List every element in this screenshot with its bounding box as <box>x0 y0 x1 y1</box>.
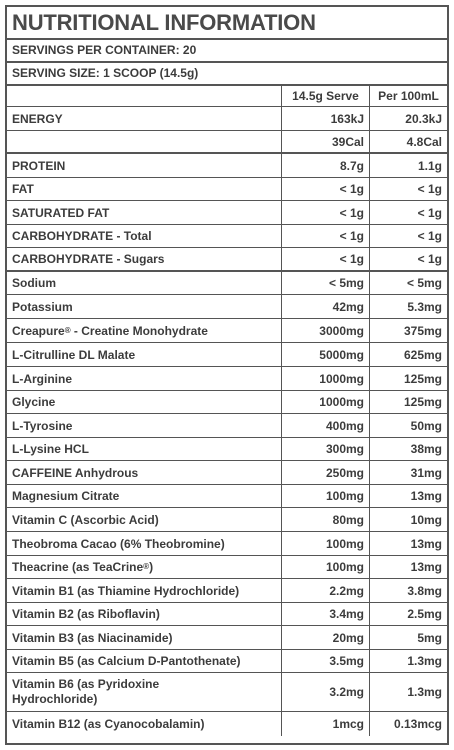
nutrient-name <box>7 272 282 294</box>
nutrient-row <box>7 603 447 626</box>
nutrient-name <box>7 650 282 672</box>
amount-per-100ml: 1.1g <box>417 158 442 173</box>
amount-per-serve: 3.2mg <box>282 673 370 711</box>
amount-per-100ml: 1.3mg <box>407 654 442 668</box>
nutrient-name-text: L-Lysine HCL <box>12 442 89 456</box>
amount-per-serve: 39Cal <box>282 131 370 152</box>
nutrient-name-text: Magnesium Citrate <box>12 489 120 503</box>
serving-size: SERVING SIZE: 1 SCOOP (14.5g) <box>7 63 447 86</box>
nutrient-name <box>7 438 282 460</box>
nutrient-name <box>7 201 282 224</box>
header-per-serve: 14.5g Serve <box>282 86 370 106</box>
nutrient-name <box>7 367 282 390</box>
nutrient-name <box>7 107 282 130</box>
amount-per-100ml: 0.13mcg <box>393 717 442 731</box>
nutrient-name-text: Vitamin B1 (as Thiamine Hydrochloride) <box>12 583 240 598</box>
amount-per-serve: 100mg <box>282 556 370 578</box>
nutrient-name <box>7 603 282 625</box>
column-header-row <box>7 86 447 107</box>
nutrient-name <box>7 131 282 152</box>
nutrient-name-text: PROTEIN <box>12 158 66 173</box>
amount-per-serve: 8.7g <box>282 154 370 177</box>
nutrient-name-text: Creapure <box>12 323 65 338</box>
nutrient-row <box>7 154 447 178</box>
amount-per-serve: < 5mg <box>282 272 370 294</box>
nutrient-name-text: CAFFEINE Anhydrous <box>12 465 139 480</box>
amount-per-serve: 250mg <box>282 461 370 484</box>
nutrient-row <box>7 178 447 201</box>
nutrient-row <box>7 107 447 131</box>
nutrient-row <box>7 650 447 673</box>
nutrient-name-text: Glycine <box>12 395 56 409</box>
nutrient-name-line2: Hydrochloride) <box>12 692 98 706</box>
nutrient-row <box>7 438 447 461</box>
panel-title: NUTRITIONAL INFORMATION <box>7 7 447 40</box>
amount-per-serve: 5000mg <box>282 343 370 366</box>
nutrient-name <box>7 414 282 437</box>
header-per-100ml: Per 100mL <box>378 89 439 103</box>
amount-per-serve: < 1g <box>282 201 370 224</box>
nutrient-row <box>7 367 447 391</box>
nutrient-name-text: Theacrine (as TeaCrine <box>12 560 144 574</box>
amount-per-serve: 1mcg <box>282 712 370 736</box>
amount-per-100ml: 4.8Cal <box>406 134 442 149</box>
nutrient-row <box>7 295 447 319</box>
nutrient-row <box>7 508 447 532</box>
nutrient-name-text: CARBOHYDRATE - Sugars <box>12 252 165 266</box>
amount-per-serve: 3.5mg <box>282 650 370 672</box>
amount-per-serve: < 1g <box>282 225 370 247</box>
amount-per-serve: 2.2mg <box>282 579 370 602</box>
nutrient-row <box>7 556 447 579</box>
nutrient-name: Theacrine (as TeaCrine ® ) <box>7 556 282 578</box>
amount-per-100ml: 13mg <box>410 489 442 503</box>
nutrient-row <box>7 673 447 712</box>
nutrient-row <box>7 319 447 343</box>
nutrient-row <box>7 712 447 736</box>
nutrient-name-text: Vitamin B5 (as Calcium D-Pantothenate) <box>12 654 241 668</box>
nutrient-name <box>7 673 282 711</box>
amount-per-100ml: 20.3kJ <box>405 111 442 126</box>
nutrient-row <box>7 225 447 248</box>
amount-per-100ml: 2.5mg <box>407 607 442 621</box>
nutrient-name <box>7 508 282 531</box>
amount-per-serve: 3.4mg <box>282 603 370 625</box>
nutrient-name <box>7 626 282 649</box>
amount-per-100ml: 625mg <box>403 347 442 362</box>
amount-per-100ml: < 1g <box>417 229 442 243</box>
nutrient-name <box>7 178 282 200</box>
amount-per-100ml: 38mg <box>410 442 442 456</box>
amount-per-100ml: < 1g <box>417 182 442 196</box>
nutrient-name <box>7 343 282 366</box>
nutrient-name-text: Potassium <box>12 299 73 314</box>
nutrient-name-suffix: ) <box>149 560 154 574</box>
amount-per-100ml: 1.3mg <box>407 685 442 699</box>
amount-per-100ml: < 5mg <box>406 276 442 290</box>
amount-per-serve: 400mg <box>282 414 370 437</box>
nutrient-row <box>7 272 447 295</box>
nutrient-name-text: Theobroma Cacao (6% Theobromine) <box>12 536 225 551</box>
nutrient-row <box>7 579 447 603</box>
amount-per-serve: 300mg <box>282 438 370 460</box>
nutrient-name-text: L-Arginine <box>12 371 72 386</box>
nutrient-name-text: Vitamin C (Ascorbic Acid) <box>12 512 159 527</box>
amount-per-100ml: 13mg <box>410 560 442 574</box>
nutrient-row <box>7 414 447 438</box>
nutrient-row <box>7 343 447 367</box>
nutrient-row <box>7 201 447 225</box>
nutrient-name <box>7 225 282 247</box>
nutrient-name: Creapure ® - Creatine Monohydrate <box>7 319 282 342</box>
nutrient-row <box>7 131 447 154</box>
nutrient-name-suffix: - Creatine Monohydrate <box>70 323 208 338</box>
amount-per-100ml: 50mg <box>410 418 442 433</box>
nutrient-name-text: Vitamin B6 (as Pyridoxine <box>12 677 160 691</box>
servings-per-container: SERVINGS PER CONTAINER: 20 <box>7 40 447 63</box>
amount-per-100ml: 125mg <box>403 395 442 409</box>
nutrient-name-text: SATURATED FAT <box>12 205 110 220</box>
nutrient-name <box>7 295 282 318</box>
nutrient-name <box>7 579 282 602</box>
nutrient-name-text: Vitamin B3 (as Niacinamide) <box>12 630 173 645</box>
nutrient-row <box>7 248 447 272</box>
amount-per-serve: 3000mg <box>282 319 370 342</box>
nutrient-name-text: CARBOHYDRATE - Total <box>12 229 152 243</box>
nutrient-name-text: ENERGY <box>12 111 63 126</box>
nutrient-name <box>7 391 282 413</box>
amount-per-100ml: 31mg <box>410 465 442 480</box>
amount-per-serve: 1000mg <box>282 367 370 390</box>
nutrient-name <box>7 461 282 484</box>
nutrient-name-text: FAT <box>12 182 34 196</box>
nutrient-name <box>7 485 282 507</box>
nutrition-panel <box>5 5 449 745</box>
nutrient-name <box>7 532 282 555</box>
header-blank-cell <box>7 86 282 106</box>
amount-per-100ml: 5.3mg <box>407 299 442 314</box>
amount-per-100ml: 5mg <box>417 630 442 645</box>
amount-per-serve: 163kJ <box>282 107 370 130</box>
nutrient-name <box>7 154 282 177</box>
amount-per-serve: < 1g <box>282 248 370 270</box>
nutrient-name <box>7 712 282 736</box>
nutrient-table-body <box>7 107 447 736</box>
amount-per-100ml: < 1g <box>417 252 442 266</box>
nutrient-name-text: Vitamin B12 (as Cyanocobalamin) <box>12 717 205 731</box>
amount-per-100ml: 10mg <box>410 512 442 527</box>
amount-per-100ml: 375mg <box>403 323 442 338</box>
nutrient-row <box>7 391 447 414</box>
amount-per-100ml: 13mg <box>410 536 442 551</box>
amount-per-serve: < 1g <box>282 178 370 200</box>
nutrient-name-text: L-Citrulline DL Malate <box>12 347 136 362</box>
nutrient-row <box>7 532 447 556</box>
amount-per-100ml: 125mg <box>403 371 442 386</box>
amount-per-serve: 100mg <box>282 532 370 555</box>
amount-per-serve: 42mg <box>282 295 370 318</box>
amount-per-serve: 80mg <box>282 508 370 531</box>
nutrient-name-text: Vitamin B2 (as Riboflavin) <box>12 607 160 621</box>
amount-per-serve: 1000mg <box>282 391 370 413</box>
amount-per-100ml: < 1g <box>417 205 442 220</box>
nutrient-row <box>7 626 447 650</box>
nutrient-name-text: L-Tyrosine <box>12 418 73 433</box>
nutrient-name <box>7 248 282 270</box>
amount-per-serve: 100mg <box>282 485 370 507</box>
nutrient-name-text: Sodium <box>12 276 56 290</box>
nutrient-row <box>7 485 447 508</box>
amount-per-100ml: 3.8mg <box>407 583 442 598</box>
amount-per-serve: 20mg <box>282 626 370 649</box>
nutrient-row <box>7 461 447 485</box>
